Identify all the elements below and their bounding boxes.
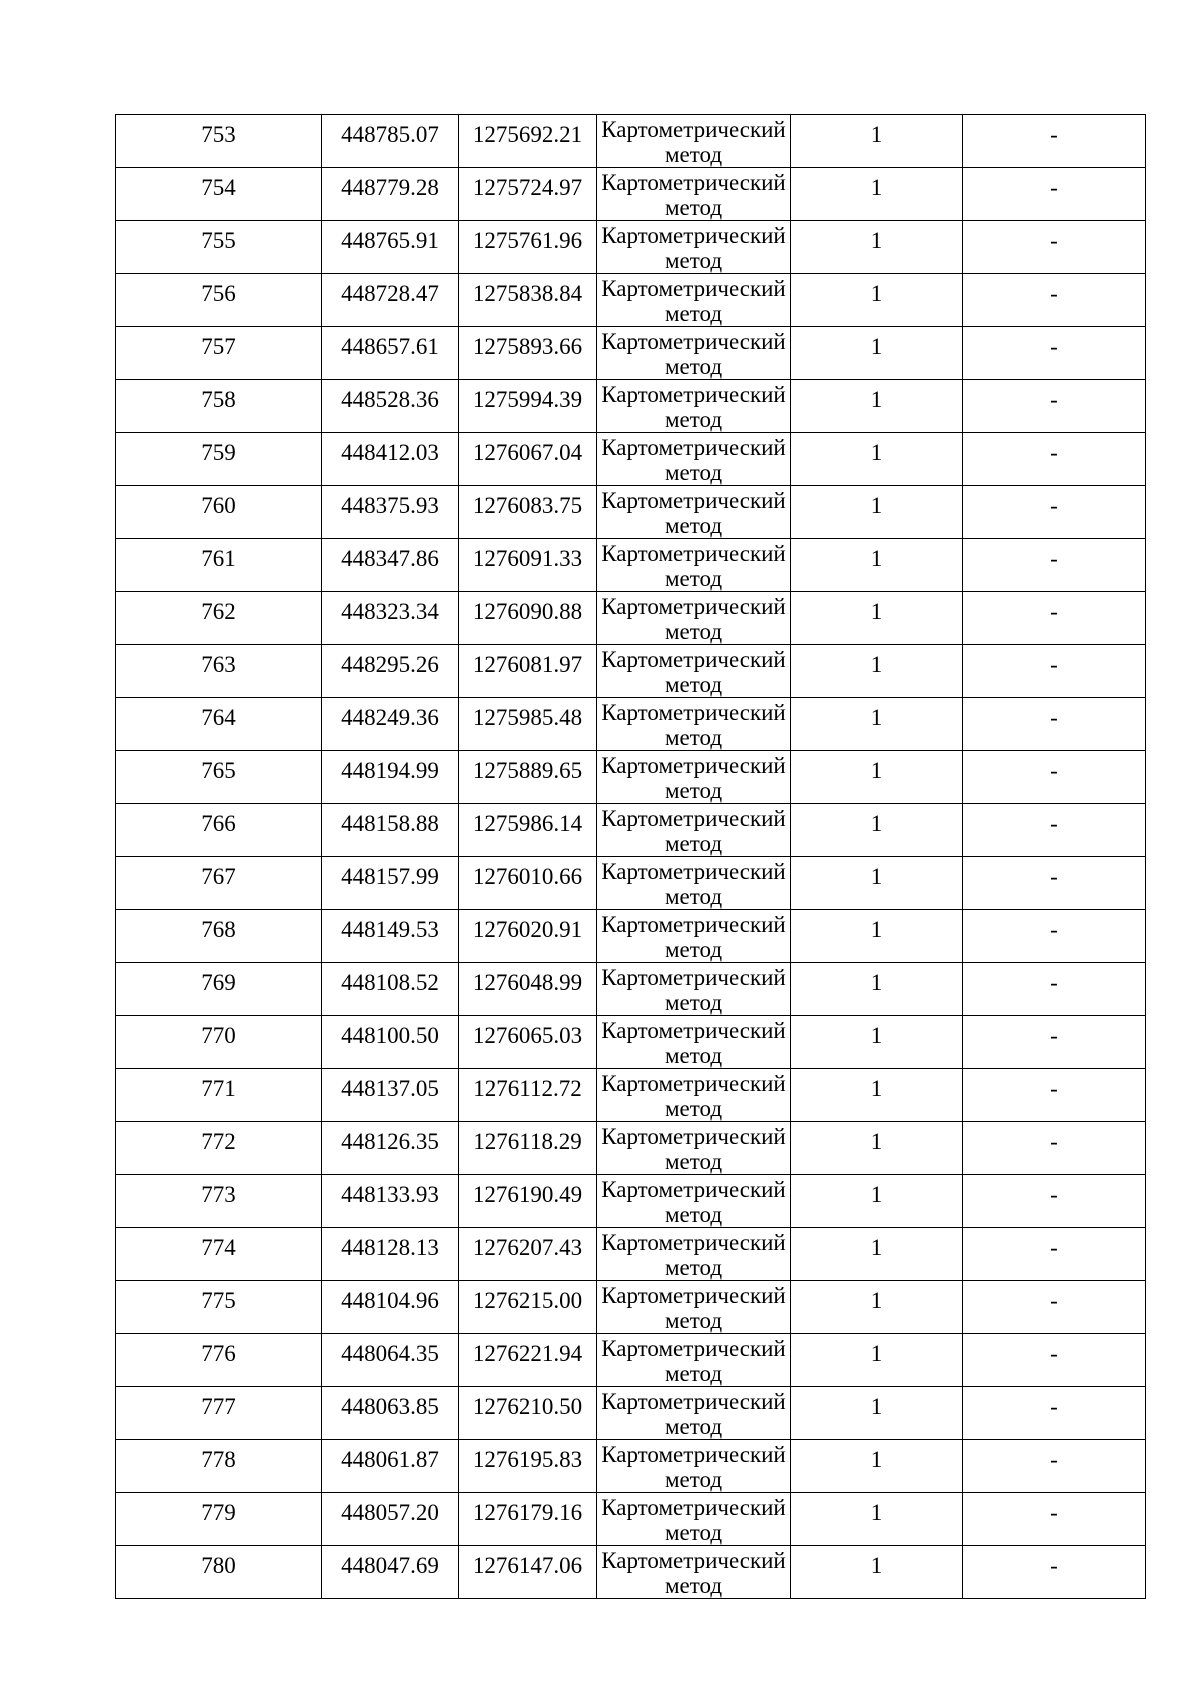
method-cell [597,910,791,963]
method-cell [597,963,791,1016]
accuracy-cell: 1 [791,1228,963,1281]
x-coordinate-cell: 448133.93 [322,1175,459,1228]
point-number-cell: 753 [116,115,322,168]
method-cell [597,168,791,221]
accuracy-cell: 1 [791,274,963,327]
y-coordinate-cell: 1276065.03 [459,1016,597,1069]
x-coordinate-cell: 448061.87 [322,1440,459,1493]
coordinates-table-body [116,115,1146,1599]
accuracy-cell: 1 [791,963,963,1016]
point-number-cell: 756 [116,274,322,327]
x-coordinate-cell: 448064.35 [322,1334,459,1387]
x-coordinate-cell: 448375.93 [322,486,459,539]
x-coordinate-cell: 448657.61 [322,327,459,380]
description-cell: - [963,1016,1146,1069]
y-coordinate-cell: 1276081.97 [459,645,597,698]
table-row [116,433,1146,486]
description-cell: - [963,433,1146,486]
x-coordinate-cell: 448249.36 [322,698,459,751]
accuracy-cell: 1 [791,592,963,645]
description-cell: - [963,1493,1146,1546]
method-cell [597,592,791,645]
method-text: метод [664,672,723,697]
y-coordinate-cell: 1276020.91 [459,910,597,963]
point-number-cell: 772 [116,1122,322,1175]
accuracy-cell: 1 [791,221,963,274]
point-number-cell: 771 [116,1069,322,1122]
description-cell: - [963,486,1146,539]
method-text: Картометрический [601,594,786,619]
description-cell: - [963,221,1146,274]
y-coordinate-cell: 1276195.83 [459,1440,597,1493]
point-number-cell: 767 [116,857,322,910]
point-number-cell: 758 [116,380,322,433]
table-row [116,698,1146,751]
method-text: метод [664,1520,723,1545]
table-row [116,963,1146,1016]
accuracy-cell: 1 [791,1122,963,1175]
description-cell: - [963,804,1146,857]
method-text: метод [664,354,723,379]
method-cell [597,1228,791,1281]
accuracy-cell: 1 [791,1387,963,1440]
accuracy-cell: 1 [791,1334,963,1387]
accuracy-cell: 1 [791,1281,963,1334]
description-cell: - [963,1334,1146,1387]
table-row [116,115,1146,168]
method-text: метод [664,1361,723,1386]
method-cell [597,380,791,433]
accuracy-cell: 1 [791,168,963,221]
point-number-cell: 763 [116,645,322,698]
description-cell: - [963,963,1146,1016]
accuracy-cell: 1 [791,1493,963,1546]
accuracy-cell: 1 [791,1016,963,1069]
x-coordinate-cell: 448100.50 [322,1016,459,1069]
accuracy-cell: 1 [791,1546,963,1599]
coordinates-table [115,114,1146,1599]
y-coordinate-cell: 1276090.88 [459,592,597,645]
description-cell: - [963,327,1146,380]
y-coordinate-cell: 1276207.43 [459,1228,597,1281]
point-number-cell: 757 [116,327,322,380]
table-row [116,168,1146,221]
y-coordinate-cell: 1275994.39 [459,380,597,433]
table-row [116,910,1146,963]
table-row [116,804,1146,857]
method-text: Картометрический [601,753,786,778]
method-cell [597,1281,791,1334]
y-coordinate-cell: 1276091.33 [459,539,597,592]
method-cell [597,645,791,698]
y-coordinate-cell: 1276215.00 [459,1281,597,1334]
method-text: метод [664,1149,723,1174]
x-coordinate-cell: 448158.88 [322,804,459,857]
method-text: Картометрический [601,541,786,566]
x-coordinate-cell: 448104.96 [322,1281,459,1334]
method-text: метод [664,831,723,856]
accuracy-cell: 1 [791,380,963,433]
y-coordinate-cell: 1275761.96 [459,221,597,274]
x-coordinate-cell: 448126.35 [322,1122,459,1175]
method-cell [597,1334,791,1387]
table-row [116,1069,1146,1122]
method-cell [597,433,791,486]
point-number-cell: 768 [116,910,322,963]
y-coordinate-cell: 1275838.84 [459,274,597,327]
method-text: метод [664,1467,723,1492]
method-cell [597,115,791,168]
description-cell: - [963,380,1146,433]
y-coordinate-cell: 1275889.65 [459,751,597,804]
point-number-cell: 778 [116,1440,322,1493]
accuracy-cell: 1 [791,751,963,804]
method-text: метод [664,1096,723,1121]
y-coordinate-cell: 1276083.75 [459,486,597,539]
accuracy-cell: 1 [791,433,963,486]
accuracy-cell: 1 [791,1440,963,1493]
method-cell [597,274,791,327]
description-cell: - [963,910,1146,963]
y-coordinate-cell: 1276190.49 [459,1175,597,1228]
accuracy-cell: 1 [791,910,963,963]
method-text: метод [664,937,723,962]
method-text: метод [664,1573,723,1598]
y-coordinate-cell: 1275893.66 [459,327,597,380]
method-text: Картометрический [601,223,786,248]
method-text: метод [664,195,723,220]
method-cell [597,1387,791,1440]
table-row [116,1387,1146,1440]
method-cell [597,698,791,751]
method-text: Картометрический [601,117,786,142]
point-number-cell: 770 [116,1016,322,1069]
table-row [116,1334,1146,1387]
method-cell [597,327,791,380]
method-text: Картометрический [601,435,786,460]
method-text: Картометрический [601,1230,786,1255]
x-coordinate-cell: 448412.03 [322,433,459,486]
table-row [116,1228,1146,1281]
description-cell: - [963,1546,1146,1599]
method-text: метод [664,1043,723,1068]
method-cell [597,486,791,539]
y-coordinate-cell: 1276118.29 [459,1122,597,1175]
x-coordinate-cell: 448323.34 [322,592,459,645]
point-number-cell: 775 [116,1281,322,1334]
method-cell [597,857,791,910]
method-text: Картометрический [601,170,786,195]
method-text: Картометрический [601,965,786,990]
description-cell: - [963,1069,1146,1122]
table-row [116,221,1146,274]
point-number-cell: 755 [116,221,322,274]
method-text: метод [664,990,723,1015]
method-text: Картометрический [601,806,786,831]
description-cell: - [963,857,1146,910]
method-cell [597,539,791,592]
table-row [116,1440,1146,1493]
x-coordinate-cell: 448347.86 [322,539,459,592]
table-row [116,380,1146,433]
method-text: Картометрический [601,1442,786,1467]
method-text: метод [664,1414,723,1439]
y-coordinate-cell: 1276210.50 [459,1387,597,1440]
method-cell [597,1016,791,1069]
description-cell: - [963,1281,1146,1334]
accuracy-cell: 1 [791,804,963,857]
x-coordinate-cell: 448295.26 [322,645,459,698]
table-row [116,1122,1146,1175]
y-coordinate-cell: 1276067.04 [459,433,597,486]
method-text: Картометрический [601,1018,786,1043]
description-cell: - [963,1228,1146,1281]
x-coordinate-cell: 448779.28 [322,168,459,221]
method-text: Картометрический [601,859,786,884]
method-text: Картометрический [601,1389,786,1414]
table-row [116,486,1146,539]
table-row [116,327,1146,380]
description-cell: - [963,1387,1146,1440]
table-row [116,1281,1146,1334]
x-coordinate-cell: 448137.05 [322,1069,459,1122]
accuracy-cell: 1 [791,327,963,380]
table-row [116,1016,1146,1069]
accuracy-cell: 1 [791,698,963,751]
method-text: метод [664,513,723,538]
method-text: метод [664,248,723,273]
description-cell: - [963,115,1146,168]
description-cell: - [963,539,1146,592]
method-text: Картометрический [601,1124,786,1149]
accuracy-cell: 1 [791,486,963,539]
x-coordinate-cell: 448528.36 [322,380,459,433]
method-text: Картометрический [601,488,786,513]
table-row [116,1493,1146,1546]
method-text: Картометрический [601,1336,786,1361]
table-row [116,857,1146,910]
method-text: метод [664,460,723,485]
point-number-cell: 760 [116,486,322,539]
description-cell: - [963,1122,1146,1175]
method-text: Картометрический [601,1177,786,1202]
method-cell [597,1440,791,1493]
accuracy-cell: 1 [791,857,963,910]
x-coordinate-cell: 448194.99 [322,751,459,804]
point-number-cell: 776 [116,1334,322,1387]
description-cell: - [963,1175,1146,1228]
method-text: Картометрический [601,276,786,301]
table-row [116,592,1146,645]
method-text: метод [664,566,723,591]
table-row [116,751,1146,804]
accuracy-cell: 1 [791,645,963,698]
x-coordinate-cell: 448765.91 [322,221,459,274]
method-cell [597,1546,791,1599]
method-cell [597,1069,791,1122]
point-number-cell: 766 [116,804,322,857]
method-cell [597,221,791,274]
x-coordinate-cell: 448047.69 [322,1546,459,1599]
y-coordinate-cell: 1275724.97 [459,168,597,221]
point-number-cell: 777 [116,1387,322,1440]
table-row [116,1175,1146,1228]
accuracy-cell: 1 [791,539,963,592]
method-text: Картометрический [601,329,786,354]
description-cell: - [963,168,1146,221]
y-coordinate-cell: 1276112.72 [459,1069,597,1122]
y-coordinate-cell: 1276179.16 [459,1493,597,1546]
x-coordinate-cell: 448128.13 [322,1228,459,1281]
x-coordinate-cell: 448728.47 [322,274,459,327]
method-text: Картометрический [601,700,786,725]
table-row [116,539,1146,592]
point-number-cell: 773 [116,1175,322,1228]
x-coordinate-cell: 448057.20 [322,1493,459,1546]
method-text: метод [664,142,723,167]
method-cell [597,751,791,804]
point-number-cell: 759 [116,433,322,486]
method-text: Картометрический [601,912,786,937]
description-cell: - [963,645,1146,698]
description-cell: - [963,274,1146,327]
point-number-cell: 764 [116,698,322,751]
description-cell: - [963,1440,1146,1493]
method-text: метод [664,884,723,909]
method-text: Картометрический [601,1283,786,1308]
x-coordinate-cell: 448785.07 [322,115,459,168]
point-number-cell: 762 [116,592,322,645]
method-text: Картометрический [601,382,786,407]
method-text: Картометрический [601,647,786,672]
point-number-cell: 779 [116,1493,322,1546]
method-text: Картометрический [601,1071,786,1096]
point-number-cell: 769 [116,963,322,1016]
y-coordinate-cell: 1276048.99 [459,963,597,1016]
point-number-cell: 754 [116,168,322,221]
y-coordinate-cell: 1275986.14 [459,804,597,857]
point-number-cell: 765 [116,751,322,804]
method-text: метод [664,778,723,803]
method-text: метод [664,1308,723,1333]
point-number-cell: 761 [116,539,322,592]
y-coordinate-cell: 1275692.21 [459,115,597,168]
method-cell [597,804,791,857]
description-cell: - [963,592,1146,645]
method-cell [597,1493,791,1546]
table-row [116,1546,1146,1599]
method-text: метод [664,301,723,326]
x-coordinate-cell: 448149.53 [322,910,459,963]
table-row [116,645,1146,698]
accuracy-cell: 1 [791,1175,963,1228]
y-coordinate-cell: 1275985.48 [459,698,597,751]
method-text: метод [664,1255,723,1280]
accuracy-cell: 1 [791,1069,963,1122]
y-coordinate-cell: 1276221.94 [459,1334,597,1387]
description-cell: - [963,751,1146,804]
method-cell [597,1175,791,1228]
method-text: метод [664,407,723,432]
point-number-cell: 780 [116,1546,322,1599]
x-coordinate-cell: 448157.99 [322,857,459,910]
x-coordinate-cell: 448063.85 [322,1387,459,1440]
method-cell [597,1122,791,1175]
method-text: Картометрический [601,1495,786,1520]
method-text: Картометрический [601,1548,786,1573]
description-cell: - [963,698,1146,751]
y-coordinate-cell: 1276147.06 [459,1546,597,1599]
method-text: метод [664,619,723,644]
x-coordinate-cell: 448108.52 [322,963,459,1016]
point-number-cell: 774 [116,1228,322,1281]
method-text: метод [664,725,723,750]
y-coordinate-cell: 1276010.66 [459,857,597,910]
table-row [116,274,1146,327]
method-text: метод [664,1202,723,1227]
accuracy-cell: 1 [791,115,963,168]
